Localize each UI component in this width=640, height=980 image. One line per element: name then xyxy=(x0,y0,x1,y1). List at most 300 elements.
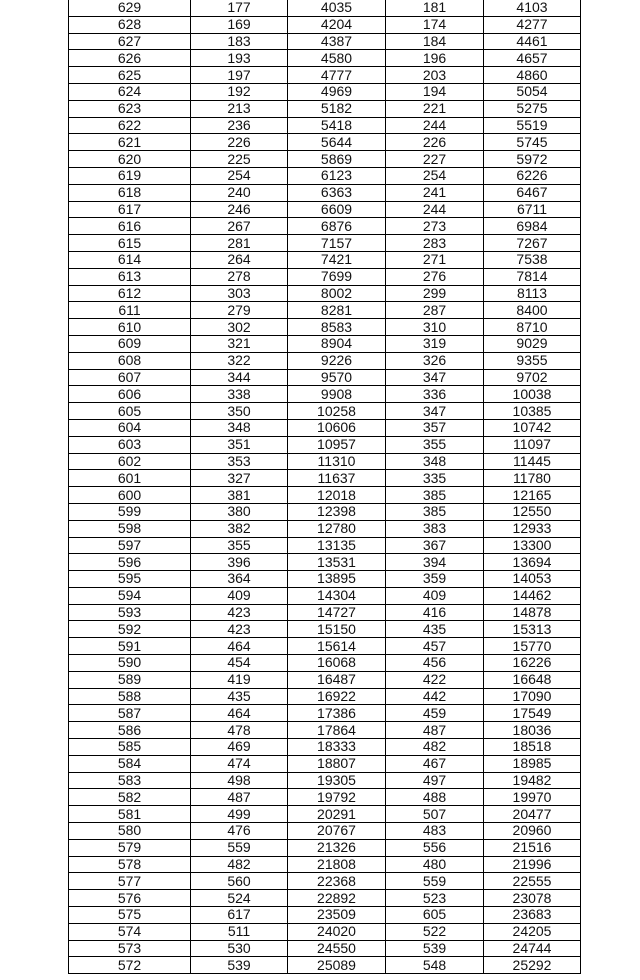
table-row xyxy=(69,403,581,420)
table-row xyxy=(69,520,581,537)
score-cell: 580 xyxy=(69,823,191,840)
cumulative-a-cell: 12018 xyxy=(288,487,386,504)
count-b-cell: 194 xyxy=(386,83,484,100)
cumulative-b-cell: 23078 xyxy=(484,890,581,907)
cumulative-b-cell: 4657 xyxy=(484,50,581,67)
table-row xyxy=(69,604,581,621)
score-cell: 608 xyxy=(69,352,191,369)
count-a-cell: 350 xyxy=(191,403,288,420)
count-b-cell: 507 xyxy=(386,806,484,823)
cumulative-a-cell: 12398 xyxy=(288,503,386,520)
score-cell: 629 xyxy=(69,0,191,16)
count-a-cell: 364 xyxy=(191,571,288,588)
cumulative-b-cell: 23683 xyxy=(484,907,581,924)
cumulative-b-cell: 13300 xyxy=(484,537,581,554)
cumulative-a-cell: 4204 xyxy=(288,16,386,33)
cumulative-a-cell: 4387 xyxy=(288,33,386,50)
table-row xyxy=(69,151,581,168)
table-row xyxy=(69,873,581,890)
score-cell: 618 xyxy=(69,184,191,201)
table-row xyxy=(69,638,581,655)
count-b-cell: 226 xyxy=(386,134,484,151)
cumulative-b-cell: 4461 xyxy=(484,33,581,50)
count-b-cell: 435 xyxy=(386,621,484,638)
score-distribution-table xyxy=(68,0,581,974)
count-a-cell: 474 xyxy=(191,755,288,772)
score-cell: 594 xyxy=(69,587,191,604)
cumulative-a-cell: 10258 xyxy=(288,403,386,420)
cumulative-a-cell: 22892 xyxy=(288,890,386,907)
count-b-cell: 335 xyxy=(386,470,484,487)
table-row xyxy=(69,285,581,302)
score-cell: 599 xyxy=(69,503,191,520)
count-a-cell: 279 xyxy=(191,302,288,319)
score-cell: 592 xyxy=(69,621,191,638)
count-a-cell: 338 xyxy=(191,386,288,403)
cumulative-b-cell: 6984 xyxy=(484,218,581,235)
cumulative-a-cell: 20291 xyxy=(288,806,386,823)
cumulative-a-cell: 18333 xyxy=(288,739,386,756)
score-cell: 589 xyxy=(69,671,191,688)
count-b-cell: 347 xyxy=(386,403,484,420)
cumulative-b-cell: 5054 xyxy=(484,83,581,100)
count-a-cell: 539 xyxy=(191,957,288,974)
score-cell: 591 xyxy=(69,638,191,655)
cumulative-a-cell: 6363 xyxy=(288,184,386,201)
count-a-cell: 524 xyxy=(191,890,288,907)
cumulative-b-cell: 8400 xyxy=(484,302,581,319)
cumulative-b-cell: 21996 xyxy=(484,856,581,873)
cumulative-b-cell: 20960 xyxy=(484,823,581,840)
score-cell: 583 xyxy=(69,772,191,789)
table-row xyxy=(69,890,581,907)
score-cell: 606 xyxy=(69,386,191,403)
cumulative-a-cell: 11637 xyxy=(288,470,386,487)
cumulative-b-cell: 6467 xyxy=(484,184,581,201)
cumulative-a-cell: 8281 xyxy=(288,302,386,319)
cumulative-a-cell: 9570 xyxy=(288,369,386,386)
cumulative-a-cell: 17386 xyxy=(288,705,386,722)
cumulative-a-cell: 16487 xyxy=(288,671,386,688)
cumulative-a-cell: 14727 xyxy=(288,604,386,621)
table-row xyxy=(69,537,581,554)
table-row xyxy=(69,201,581,218)
count-b-cell: 357 xyxy=(386,419,484,436)
count-b-cell: 605 xyxy=(386,907,484,924)
cumulative-b-cell: 19970 xyxy=(484,789,581,806)
count-b-cell: 383 xyxy=(386,520,484,537)
count-a-cell: 487 xyxy=(191,789,288,806)
count-a-cell: 355 xyxy=(191,537,288,554)
table-row xyxy=(69,369,581,386)
table-row xyxy=(69,503,581,520)
cumulative-a-cell: 4035 xyxy=(288,0,386,16)
score-cell: 605 xyxy=(69,403,191,420)
count-b-cell: 271 xyxy=(386,251,484,268)
table-row xyxy=(69,134,581,151)
score-cell: 611 xyxy=(69,302,191,319)
score-cell: 593 xyxy=(69,604,191,621)
score-cell: 574 xyxy=(69,923,191,940)
cumulative-a-cell: 10606 xyxy=(288,419,386,436)
count-b-cell: 459 xyxy=(386,705,484,722)
cumulative-b-cell: 5972 xyxy=(484,151,581,168)
cumulative-a-cell: 24550 xyxy=(288,940,386,957)
cumulative-b-cell: 17549 xyxy=(484,705,581,722)
count-a-cell: 303 xyxy=(191,285,288,302)
cumulative-b-cell: 8113 xyxy=(484,285,581,302)
table-row xyxy=(69,117,581,134)
score-distribution-sheet xyxy=(68,0,580,974)
table-row xyxy=(69,923,581,940)
table-row xyxy=(69,571,581,588)
cumulative-a-cell: 5869 xyxy=(288,151,386,168)
count-a-cell: 435 xyxy=(191,688,288,705)
count-a-cell: 264 xyxy=(191,251,288,268)
count-b-cell: 203 xyxy=(386,67,484,84)
score-cell: 579 xyxy=(69,839,191,856)
table-row xyxy=(69,688,581,705)
score-cell: 578 xyxy=(69,856,191,873)
count-b-cell: 348 xyxy=(386,453,484,470)
count-b-cell: 174 xyxy=(386,16,484,33)
count-a-cell: 419 xyxy=(191,671,288,688)
table-row xyxy=(69,470,581,487)
table-body xyxy=(69,0,581,974)
count-a-cell: 348 xyxy=(191,419,288,436)
count-b-cell: 241 xyxy=(386,184,484,201)
table-row xyxy=(69,957,581,974)
cumulative-b-cell: 4277 xyxy=(484,16,581,33)
cumulative-b-cell: 12165 xyxy=(484,487,581,504)
cumulative-b-cell: 7267 xyxy=(484,235,581,252)
cumulative-b-cell: 14462 xyxy=(484,587,581,604)
table-row xyxy=(69,302,581,319)
count-b-cell: 310 xyxy=(386,319,484,336)
table-row xyxy=(69,823,581,840)
table-row xyxy=(69,67,581,84)
cumulative-b-cell: 6711 xyxy=(484,201,581,218)
count-b-cell: 539 xyxy=(386,940,484,957)
count-a-cell: 192 xyxy=(191,83,288,100)
count-b-cell: 480 xyxy=(386,856,484,873)
cumulative-a-cell: 18807 xyxy=(288,755,386,772)
table-row xyxy=(69,587,581,604)
count-a-cell: 482 xyxy=(191,856,288,873)
table-row xyxy=(69,907,581,924)
count-b-cell: 184 xyxy=(386,33,484,50)
table-row xyxy=(69,218,581,235)
cumulative-b-cell: 9702 xyxy=(484,369,581,386)
table-row xyxy=(69,621,581,638)
table-row xyxy=(69,940,581,957)
cumulative-a-cell: 12780 xyxy=(288,520,386,537)
score-cell: 627 xyxy=(69,33,191,50)
score-cell: 619 xyxy=(69,167,191,184)
count-b-cell: 336 xyxy=(386,386,484,403)
score-cell: 615 xyxy=(69,235,191,252)
count-a-cell: 476 xyxy=(191,823,288,840)
cumulative-b-cell: 14053 xyxy=(484,571,581,588)
cumulative-b-cell: 13694 xyxy=(484,554,581,571)
table-row xyxy=(69,772,581,789)
count-b-cell: 355 xyxy=(386,436,484,453)
count-a-cell: 236 xyxy=(191,117,288,134)
cumulative-b-cell: 15770 xyxy=(484,638,581,655)
cumulative-a-cell: 24020 xyxy=(288,923,386,940)
count-b-cell: 385 xyxy=(386,503,484,520)
cumulative-b-cell: 15313 xyxy=(484,621,581,638)
cumulative-b-cell: 18518 xyxy=(484,739,581,756)
score-cell: 609 xyxy=(69,335,191,352)
score-cell: 621 xyxy=(69,134,191,151)
table-row xyxy=(69,755,581,772)
table-row xyxy=(69,554,581,571)
count-a-cell: 464 xyxy=(191,705,288,722)
count-b-cell: 456 xyxy=(386,655,484,672)
cumulative-b-cell: 12550 xyxy=(484,503,581,520)
cumulative-a-cell: 13135 xyxy=(288,537,386,554)
score-cell: 622 xyxy=(69,117,191,134)
cumulative-b-cell: 20477 xyxy=(484,806,581,823)
count-b-cell: 559 xyxy=(386,873,484,890)
cumulative-b-cell: 17090 xyxy=(484,688,581,705)
cumulative-a-cell: 11310 xyxy=(288,453,386,470)
count-a-cell: 197 xyxy=(191,67,288,84)
count-a-cell: 169 xyxy=(191,16,288,33)
cumulative-b-cell: 9355 xyxy=(484,352,581,369)
count-b-cell: 416 xyxy=(386,604,484,621)
count-a-cell: 423 xyxy=(191,621,288,638)
table-row xyxy=(69,856,581,873)
count-a-cell: 302 xyxy=(191,319,288,336)
score-cell: 610 xyxy=(69,319,191,336)
count-a-cell: 423 xyxy=(191,604,288,621)
count-a-cell: 281 xyxy=(191,235,288,252)
count-a-cell: 344 xyxy=(191,369,288,386)
cumulative-a-cell: 19305 xyxy=(288,772,386,789)
count-b-cell: 556 xyxy=(386,839,484,856)
count-a-cell: 478 xyxy=(191,722,288,739)
count-b-cell: 319 xyxy=(386,335,484,352)
count-b-cell: 326 xyxy=(386,352,484,369)
cumulative-a-cell: 21808 xyxy=(288,856,386,873)
cumulative-b-cell: 18985 xyxy=(484,755,581,772)
cumulative-b-cell: 12933 xyxy=(484,520,581,537)
cumulative-b-cell: 21516 xyxy=(484,839,581,856)
count-a-cell: 213 xyxy=(191,100,288,117)
table-row xyxy=(69,419,581,436)
score-cell: 597 xyxy=(69,537,191,554)
table-row xyxy=(69,386,581,403)
count-a-cell: 225 xyxy=(191,151,288,168)
table-row xyxy=(69,83,581,100)
score-cell: 596 xyxy=(69,554,191,571)
score-cell: 628 xyxy=(69,16,191,33)
table-row xyxy=(69,268,581,285)
table-row xyxy=(69,33,581,50)
cumulative-a-cell: 7699 xyxy=(288,268,386,285)
count-a-cell: 322 xyxy=(191,352,288,369)
cumulative-a-cell: 9908 xyxy=(288,386,386,403)
count-b-cell: 482 xyxy=(386,739,484,756)
cumulative-b-cell: 10385 xyxy=(484,403,581,420)
cumulative-a-cell: 9226 xyxy=(288,352,386,369)
cumulative-a-cell: 8002 xyxy=(288,285,386,302)
count-b-cell: 422 xyxy=(386,671,484,688)
cumulative-b-cell: 18036 xyxy=(484,722,581,739)
table-row xyxy=(69,722,581,739)
cumulative-a-cell: 5182 xyxy=(288,100,386,117)
cumulative-a-cell: 7157 xyxy=(288,235,386,252)
count-b-cell: 467 xyxy=(386,755,484,772)
cumulative-b-cell: 5745 xyxy=(484,134,581,151)
cumulative-a-cell: 22368 xyxy=(288,873,386,890)
count-a-cell: 278 xyxy=(191,268,288,285)
cumulative-a-cell: 14304 xyxy=(288,587,386,604)
count-b-cell: 196 xyxy=(386,50,484,67)
count-b-cell: 299 xyxy=(386,285,484,302)
score-cell: 572 xyxy=(69,957,191,974)
cumulative-a-cell: 4969 xyxy=(288,83,386,100)
table-row xyxy=(69,251,581,268)
cumulative-b-cell: 7538 xyxy=(484,251,581,268)
count-b-cell: 287 xyxy=(386,302,484,319)
count-a-cell: 530 xyxy=(191,940,288,957)
cumulative-b-cell: 9029 xyxy=(484,335,581,352)
count-a-cell: 499 xyxy=(191,806,288,823)
cumulative-b-cell: 8710 xyxy=(484,319,581,336)
count-a-cell: 380 xyxy=(191,503,288,520)
count-b-cell: 273 xyxy=(386,218,484,235)
count-b-cell: 347 xyxy=(386,369,484,386)
count-b-cell: 487 xyxy=(386,722,484,739)
cumulative-a-cell: 4580 xyxy=(288,50,386,67)
cumulative-b-cell: 10038 xyxy=(484,386,581,403)
cumulative-a-cell: 20767 xyxy=(288,823,386,840)
table-row xyxy=(69,335,581,352)
cumulative-b-cell: 24744 xyxy=(484,940,581,957)
table-row xyxy=(69,235,581,252)
cumulative-a-cell: 16922 xyxy=(288,688,386,705)
count-b-cell: 181 xyxy=(386,0,484,16)
count-a-cell: 267 xyxy=(191,218,288,235)
count-a-cell: 396 xyxy=(191,554,288,571)
count-b-cell: 359 xyxy=(386,571,484,588)
count-a-cell: 511 xyxy=(191,923,288,940)
count-a-cell: 226 xyxy=(191,134,288,151)
cumulative-a-cell: 6609 xyxy=(288,201,386,218)
score-cell: 573 xyxy=(69,940,191,957)
score-cell: 614 xyxy=(69,251,191,268)
score-cell: 623 xyxy=(69,100,191,117)
count-b-cell: 457 xyxy=(386,638,484,655)
count-b-cell: 548 xyxy=(386,957,484,974)
count-b-cell: 483 xyxy=(386,823,484,840)
cumulative-a-cell: 13895 xyxy=(288,571,386,588)
count-a-cell: 409 xyxy=(191,587,288,604)
score-cell: 626 xyxy=(69,50,191,67)
count-a-cell: 351 xyxy=(191,436,288,453)
count-b-cell: 497 xyxy=(386,772,484,789)
score-cell: 603 xyxy=(69,436,191,453)
cumulative-a-cell: 4777 xyxy=(288,67,386,84)
cumulative-b-cell: 24205 xyxy=(484,923,581,940)
score-cell: 601 xyxy=(69,470,191,487)
count-a-cell: 177 xyxy=(191,0,288,16)
count-a-cell: 469 xyxy=(191,739,288,756)
cumulative-a-cell: 23509 xyxy=(288,907,386,924)
count-b-cell: 367 xyxy=(386,537,484,554)
count-b-cell: 488 xyxy=(386,789,484,806)
table-row xyxy=(69,352,581,369)
count-a-cell: 382 xyxy=(191,520,288,537)
count-a-cell: 381 xyxy=(191,487,288,504)
cumulative-b-cell: 16226 xyxy=(484,655,581,672)
cumulative-a-cell: 10957 xyxy=(288,436,386,453)
cumulative-a-cell: 15150 xyxy=(288,621,386,638)
count-a-cell: 321 xyxy=(191,335,288,352)
score-cell: 625 xyxy=(69,67,191,84)
count-b-cell: 221 xyxy=(386,100,484,117)
cumulative-b-cell: 19482 xyxy=(484,772,581,789)
score-cell: 612 xyxy=(69,285,191,302)
cumulative-b-cell: 4103 xyxy=(484,0,581,16)
count-a-cell: 246 xyxy=(191,201,288,218)
cumulative-a-cell: 6876 xyxy=(288,218,386,235)
cumulative-b-cell: 5519 xyxy=(484,117,581,134)
cumulative-a-cell: 19792 xyxy=(288,789,386,806)
count-b-cell: 227 xyxy=(386,151,484,168)
count-a-cell: 240 xyxy=(191,184,288,201)
count-a-cell: 560 xyxy=(191,873,288,890)
table-row xyxy=(69,487,581,504)
count-a-cell: 498 xyxy=(191,772,288,789)
count-b-cell: 244 xyxy=(386,201,484,218)
count-b-cell: 244 xyxy=(386,117,484,134)
score-cell: 624 xyxy=(69,83,191,100)
count-b-cell: 276 xyxy=(386,268,484,285)
score-cell: 602 xyxy=(69,453,191,470)
count-b-cell: 523 xyxy=(386,890,484,907)
score-cell: 586 xyxy=(69,722,191,739)
count-a-cell: 254 xyxy=(191,167,288,184)
cumulative-a-cell: 13531 xyxy=(288,554,386,571)
cumulative-b-cell: 14878 xyxy=(484,604,581,621)
table-row xyxy=(69,705,581,722)
score-cell: 576 xyxy=(69,890,191,907)
table-row xyxy=(69,50,581,67)
cumulative-a-cell: 17864 xyxy=(288,722,386,739)
table-row xyxy=(69,167,581,184)
cumulative-b-cell: 25292 xyxy=(484,957,581,974)
count-a-cell: 183 xyxy=(191,33,288,50)
cumulative-b-cell: 7814 xyxy=(484,268,581,285)
count-b-cell: 442 xyxy=(386,688,484,705)
count-b-cell: 522 xyxy=(386,923,484,940)
cumulative-a-cell: 6123 xyxy=(288,167,386,184)
table-row xyxy=(69,16,581,33)
score-cell: 604 xyxy=(69,419,191,436)
table-row xyxy=(69,453,581,470)
cumulative-b-cell: 11445 xyxy=(484,453,581,470)
score-cell: 577 xyxy=(69,873,191,890)
count-a-cell: 327 xyxy=(191,470,288,487)
table-row xyxy=(69,436,581,453)
count-b-cell: 254 xyxy=(386,167,484,184)
count-a-cell: 559 xyxy=(191,839,288,856)
cumulative-a-cell: 16068 xyxy=(288,655,386,672)
